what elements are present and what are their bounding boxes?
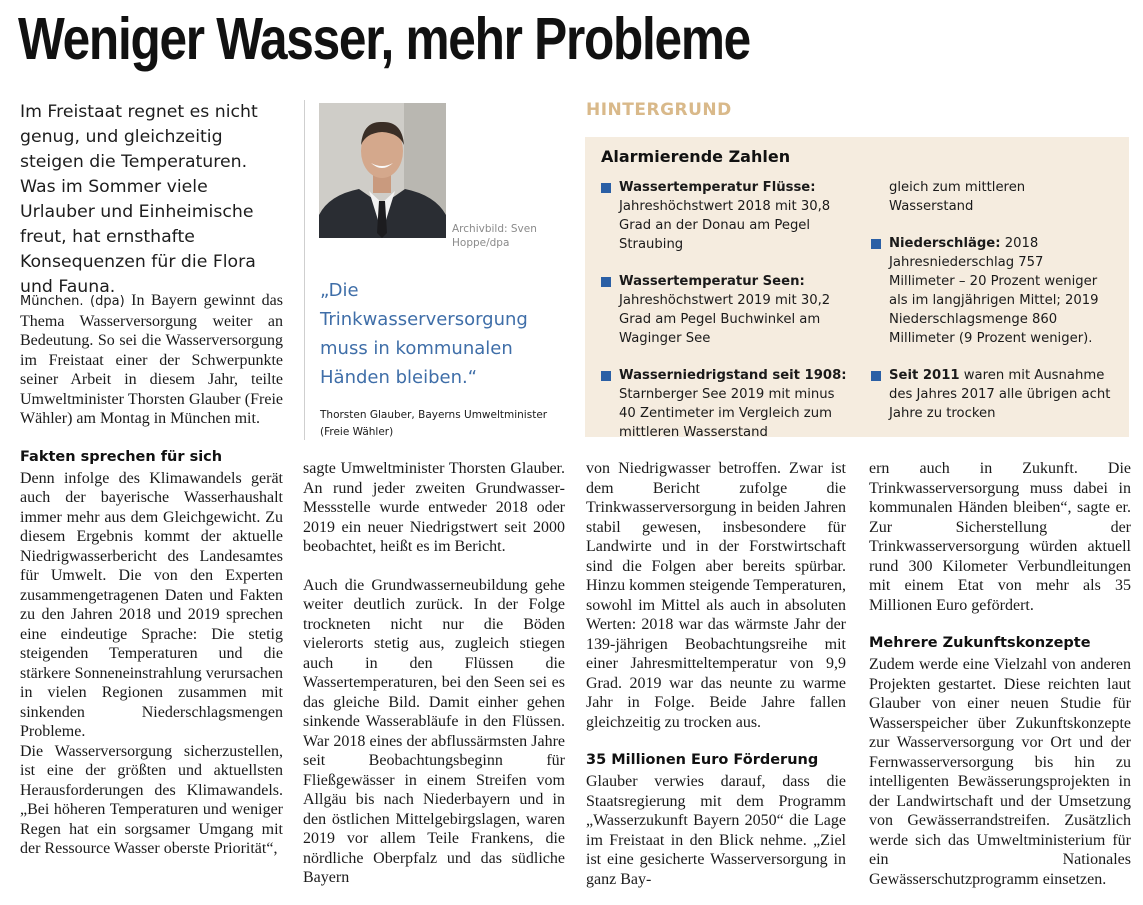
column-4 <box>869 459 1131 889</box>
intro-text: In Bayern gewinnt das Thema Wasserversorgung weiter an Bedeutung. So sei die Wasserversorgung im Freistaat einer der Schwerpunkte seiner Arbeit in diesem Jahr, teilte Umweltminister Thorsten Glauber (Freie Wähler) am Montag in München mit. <box>20 292 284 427</box>
column-1 <box>20 291 283 859</box>
fact-item-title: Wassertemperatur Seen: <box>619 274 805 289</box>
body-paragraph: Glauber verwies darauf, dass die Staatsregierung mit dem Programm „Wasserzukunft Bayern 2050“ die Lage im Freistaat in den Blick nehme. „Ziel ist eine gesicherte Wasserversorgung in ganz Bay- <box>586 773 846 888</box>
fact-item <box>871 234 1111 348</box>
fact-box <box>585 137 1129 440</box>
fact-item-text: Jahreshöchstwert 2018 mit 30,8 Grad an der Donau am Pegel Straubing <box>619 199 831 252</box>
blue-square-icon <box>601 277 611 287</box>
blue-square-icon <box>601 371 611 381</box>
fact-item-text: 2018 Jahresniederschlag 757 Millimeter – 20 Prozent weniger als im langjährigen Mittel; 2019 Niederschlagsmenge 860 Millimeter (9 Prozent weniger). <box>889 236 1099 346</box>
minister-photo <box>319 103 446 238</box>
column-divider <box>304 100 305 440</box>
pull-quote-caption: Thorsten Glauber, Bayerns Umweltminister (Freie Wähler) <box>320 409 548 438</box>
fact-item-text: Starnberger See 2019 mit minus 40 Zentimeter im Vergleich zum mittleren Wasserstand <box>619 387 835 440</box>
pull-quote: „Die Trinkwasserversorgung muss in kommunalen Händen bleiben.“ <box>320 280 528 388</box>
body-paragraph: sagte Umweltminister Thorsten Glauber. An rund jeder zweiten Grundwasser-Messstelle wurde entweder 2018 oder 2019 ein neuer Niedrigstwert seit 2000 beobachtet, heißt es im Bericht. <box>303 460 565 555</box>
body-paragraph: von Niedrigwasser betroffen. Zwar ist dem Bericht zufolge die Trinkwasserversorgung in beiden Jahren stabil gewesen, insbesondere für Landwirte und in der Forstwirtschaft sind die Folgen aber bereits spürbar. Hinzu kommen steigende Temperaturen, sowohl im Mittel als auch in absoluten Werten: 2018 war das wärmste Jahr der 139-jährigen Beobachtungsreihe mit einer Jahresmitteltemperatur von 9,9 Grad. 2019 war das neunte zu warme Jahr in Folge. Beide Jahre fallen gleichzeitig zu trocken aus. <box>586 460 846 731</box>
article-headline: Weniger Wasser, mehr Probleme <box>18 6 750 72</box>
dateline: München. (dpa) <box>20 294 125 309</box>
intro-paragraph <box>20 291 283 429</box>
body-paragraph: Zudem werde eine Vielzahl von anderen Projekten gestartet. Diese reichten laut Glauber von einer neuen Studie für Wasserspeicher über Zukunftskonzepte zur Wasserversorgung vor Ort und der Fernwasserversorgung bis hin zu intelligenten Bewässerungsprojekten in der Landwirtschaft und der Umsetzung von Gewässerrandstreifen. Zusätzlich werde sich das Umweltministerium für ein Nationales Gewässerschutzprogramm einsetzen. <box>869 656 1131 888</box>
subhead-foerderung: 35 Millionen Euro Förderung <box>586 752 819 768</box>
article-lead: Im Freistaat regnet es nicht genug, und gleichzeitig steigen die Temperaturen. Was im Sommer viele Urlauber und Einheimische freut, hat ernsthafte Konsequenzen für die Flora und Fauna. <box>20 102 258 297</box>
photo-credit: Archivbild: Sven Hoppe/dpa <box>452 223 537 249</box>
subhead-fakten: Fakten sprechen für sich <box>20 448 223 465</box>
hintergrund-label: HINTERGRUND <box>586 100 732 120</box>
body-paragraph: ern auch in Zukunft. Die Trinkwasserversorgung muss dabei in kommunalen Händen bleiben“, sagte er. Zur Sicherstellung der Trinkwasserversorgung würden aktuell rund 300 Kilometer Verbundleitungen mit einem Etat von mehr als 35 Millionen Euro gefördert. <box>869 460 1131 614</box>
subhead-zukunftskonzepte: Mehrere Zukunftskonzepte <box>869 635 1091 651</box>
fact-item-title: Wasserniedrigstand seit 1908: <box>619 368 847 383</box>
body-paragraph: Die Wasserversorgung sicherzustellen, ist eine der größten und aktuellsten Herausforderungen des Klimawandels. „Bei höheren Temperaturen und weniger Regen hat ein sorgsamer Umgang mit der Ressource Wasser oberste Priorität“, <box>20 742 283 857</box>
fact-box-right-column <box>871 178 1111 423</box>
fact-item-title: Niederschläge: <box>889 236 1001 251</box>
fact-item <box>871 366 1111 423</box>
blue-square-icon <box>601 183 611 193</box>
fact-item-title: Seit 2011 <box>889 368 960 383</box>
column-2 <box>303 459 565 888</box>
body-paragraph: Denn infolge des Klimawandels gerät auch der bayerische Wasserhaushalt immer mehr aus dem Gleichgewicht. Zu diesem Ergebnis kommt der aktuelle Niedrigwasserbericht des Landesamtes für Umwelt. Die von den Experten zusammengetragenen Daten und Fakten zu den Jahren 2018 und 2019 sprechen eine eindeutige Sprache: Die stetig steigenden Temperaturen und die stärkere Sonneneinstrahlung verursachen in vielen Regionen zusammen mit sinkenden Niederschlagsmengen Probleme. <box>20 469 284 740</box>
fact-item <box>601 178 851 254</box>
body-paragraph: Auch die Grundwasserneubildung gehe weiter deutlich zurück. In der Folge trockneten nicht nur die Böden vielerorts stetig aus, zugleich stiegen auch in den Flüssen die Wassertemperaturen, bei den Seen sei es das gleiche Bild. Damit einher gehen sinkende Wasserabläufe in den Flüssen. War 2018 eines der abflussärmsten Jahre seit Beobachtungsbeginn für Fließgewässer in einem Streifen vom Allgäu bis nach Niederbayern und in den östlichen Mittelgebirgslagen, waren 2019 vor allem Teile Frankens, die nördliche Oberpfalz und das südliche Bayern <box>303 576 565 886</box>
portrait-image <box>319 103 446 238</box>
fact-item-title: Wassertemperatur Flüsse: <box>619 180 816 195</box>
blue-square-icon <box>871 371 881 381</box>
fact-box-left-column <box>601 178 851 442</box>
column-3 <box>586 459 846 889</box>
fact-continuation: gleich zum mittleren Wasserstand <box>889 180 1026 214</box>
fact-item-text: Jahreshöchstwert 2019 mit 30,2 Grad am Pegel Buchwinkel am Waginger See <box>619 293 831 346</box>
fact-item-text: waren mit Ausnahme des Jahres 2017 alle übrigen acht Jahre zu trocken <box>889 368 1111 421</box>
fact-box-title: Alarmierende Zahlen <box>601 147 791 166</box>
blue-square-icon <box>871 239 881 249</box>
fact-item <box>601 272 851 348</box>
fact-item <box>601 366 851 442</box>
